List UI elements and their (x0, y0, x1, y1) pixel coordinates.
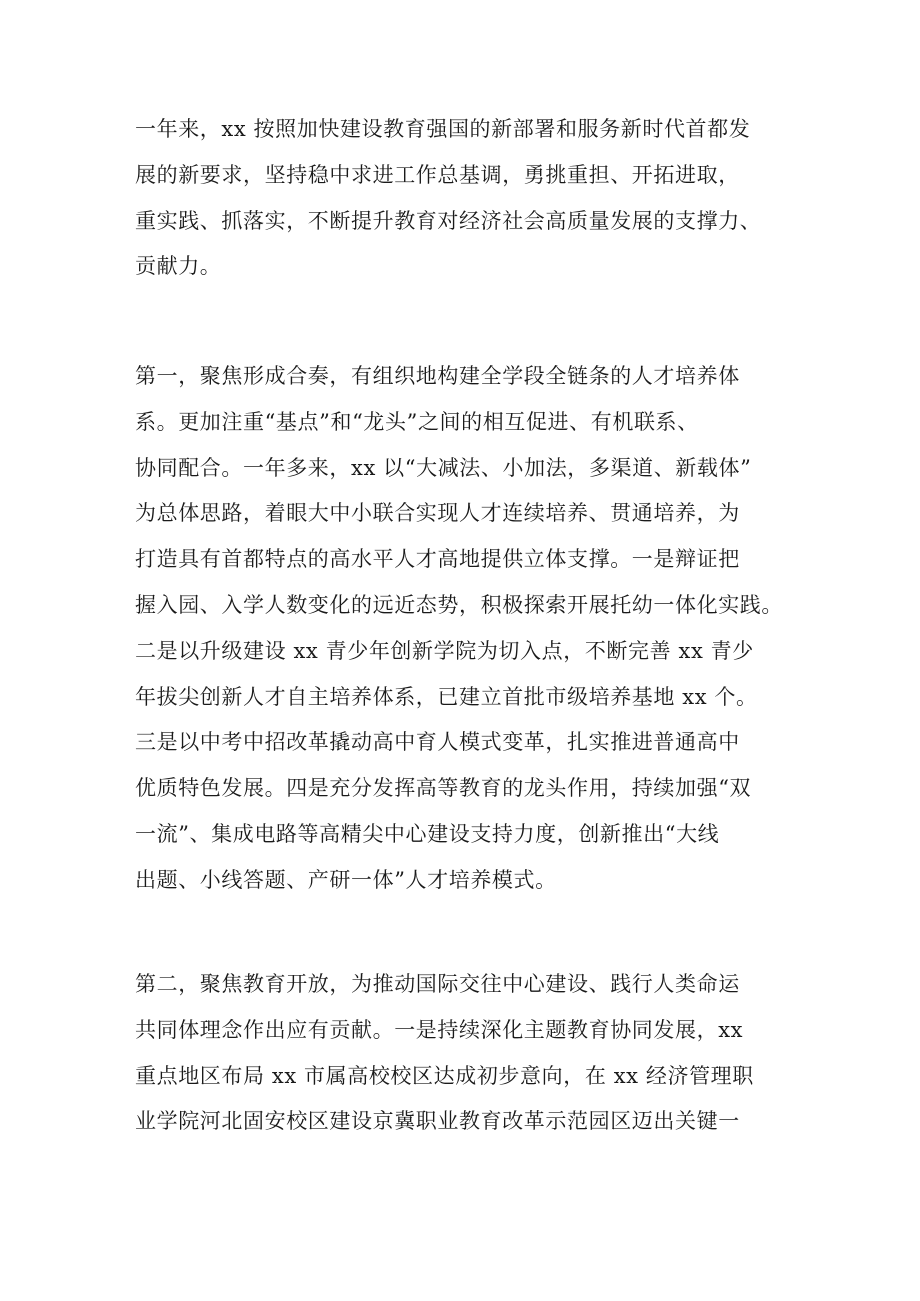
paragraph-second-point (135, 962, 795, 1145)
text-line: 共同体理念作出应有贡献。一是持续深化主题教育协同发展，xx (135, 1017, 744, 1042)
paragraph-intro (135, 107, 795, 290)
text-line: 贡献力。 (135, 254, 222, 279)
text-line: 业学院河北固安校区建设京冀职业教育改革示范园区迈出关键一 (135, 1109, 740, 1134)
text-line: 三是以中考中招改革撬动高中育人模式变革，扎实推进普通高中 (135, 730, 740, 755)
text-line: 重实践、抓落实，不断提升教育对经济社会高质量发展的支撑力、 (135, 208, 762, 233)
text-line: 系。更加注重“基点”和“龙头”之间的相互促进、有机联系、 (135, 409, 699, 434)
text-line: 一年来，xx 按照加快建设教育强国的新部署和服务新时代首都发 (135, 117, 751, 141)
text-line: 优质特色发展。四是充分发挥高等教育的龙头作用，持续加强“双 (135, 776, 752, 801)
text-line: 展的新要求，坚持稳中求进工作总基调，勇挑重担、开拓进取， (135, 162, 740, 187)
text-line: 为总体思路，着眼大中小联合实现人才连续培养、贯通培养，为 (135, 501, 740, 526)
text-line: 打造具有首都特点的高水平人才高地提供立体支撑。一是辩证把 (135, 547, 740, 572)
text-line: 重点地区布局 xx 市属高校校区达成初步意向，在 xx 经济管理职 (135, 1063, 754, 1088)
text-line: 二是以升级建设 xx 青少年创新学院为切入点，不断完善 xx 青少 (135, 638, 754, 663)
text-line: 年拔尖创新人才自主培养体系，已建立首批市级培养基地 xx 个。 (135, 684, 758, 709)
text-line: 一流”、集成电路等高精尖中心建设支持力度，创新推出“大线 (135, 821, 720, 846)
text-line: 第一，聚焦形成合奏，有组织地构建全学段全链条的人才培养体 (135, 364, 740, 388)
text-line: 握入园、入学人数变化的远近态势，积极探索开展托幼一体化实践。 (135, 592, 783, 617)
text-line: 协同配合。一年多来，xx 以“大减法、小加法，多渠道、新载体” (135, 455, 752, 480)
paragraph-first-point (135, 354, 795, 904)
text-line: 出题、小线答题、产研一体”人才培养模式。 (135, 867, 557, 892)
text-line: 第二，聚焦教育开放，为推动国际交往中心建设、践行人类命运 (135, 972, 740, 996)
